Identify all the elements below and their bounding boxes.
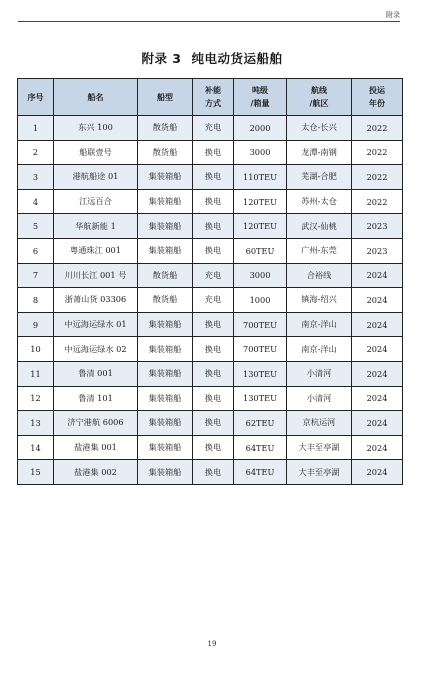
cell-col-serial: 9 [18,312,54,337]
table-row [18,189,403,214]
header-text: 补能 [205,86,221,95]
table-row [18,312,403,337]
cell-col-route: 大丰至亭湖 [287,435,352,460]
cell-col-energy-method: 充电 [193,288,234,313]
cell-col-tonnage: 1000 [234,288,287,313]
cell-col-year: 2024 [352,460,403,485]
cell-col-route: 南京-洋山 [287,312,352,337]
cell-col-ship-type: 集装箱船 [138,411,193,436]
cell-col-serial: 3 [18,165,54,190]
page-number: 19 [207,640,217,648]
appendix-label: 附录 3 [141,51,182,66]
table-row [18,288,403,313]
cell-col-energy-method: 换电 [193,361,234,386]
cell-col-ship-name: 粤通珠江 001 [54,238,138,263]
table-row [18,116,403,141]
cell-col-route: 南京-洋山 [287,337,352,362]
cell-col-ship-type: 散货船 [138,263,193,288]
table-body [18,116,403,485]
header-text: /箱量 [250,99,270,108]
page-title [0,49,424,67]
header-text: 船型 [157,92,173,102]
cell-col-ship-name: 浙萧山货 03306 [54,288,138,313]
header-row [18,79,403,116]
table-row [18,140,403,165]
table-row [18,337,403,362]
cell-col-ship-type: 集装箱船 [138,214,193,239]
cell-col-ship-type: 集装箱船 [138,386,193,411]
header-text: 船名 [87,92,104,102]
cell-col-energy-method: 换电 [193,238,234,263]
cell-col-energy-method: 换电 [193,140,234,165]
cell-col-serial: 11 [18,361,54,386]
table-row [18,361,403,386]
cell-col-route: 镇海-绍兴 [287,288,352,313]
cell-col-ship-name: 华航新能 1 [54,214,138,239]
header-col-serial [18,79,54,116]
cell-col-serial: 1 [18,116,54,141]
cell-col-year: 2022 [352,165,403,190]
cell-col-ship-name: 盐港集 001 [54,435,138,460]
header-text: 方式 [205,99,221,108]
cell-col-year: 2024 [352,263,403,288]
cell-col-ship-type: 集装箱船 [138,312,193,337]
cell-col-ship-type: 集装箱船 [138,238,193,263]
cell-col-energy-method: 换电 [193,165,234,190]
cell-col-route: 苏州-太仓 [287,189,352,214]
cell-col-energy-method: 换电 [193,386,234,411]
cell-col-energy-method: 换电 [193,411,234,436]
cell-col-serial: 8 [18,288,54,313]
header-col-year [352,79,403,116]
cell-col-year: 2022 [352,140,403,165]
cell-col-year: 2024 [352,386,403,411]
cell-col-ship-name: 江远百合 [54,189,138,214]
cell-col-ship-type: 散货船 [138,140,193,165]
cell-col-ship-name: 川川长江 001 号 [54,263,138,288]
cell-col-route: 芜湖-合肥 [287,165,352,190]
cell-col-ship-name: 盐港集 002 [54,460,138,485]
cell-col-energy-method: 换电 [193,337,234,362]
cell-col-year: 2024 [352,411,403,436]
header-col-route [287,79,352,116]
cell-col-tonnage: 120TEU [234,189,287,214]
cell-col-route: 小清河 [287,361,352,386]
cell-col-energy-method: 换电 [193,312,234,337]
cell-col-route: 京杭运河 [287,411,352,436]
cell-col-tonnage: 62TEU [234,411,287,436]
cell-col-year: 2023 [352,214,403,239]
cell-col-serial: 4 [18,189,54,214]
cell-col-ship-name: 鲁清 101 [54,386,138,411]
table-row [18,238,403,263]
cell-col-ship-name: 济宁港航 6006 [54,411,138,436]
cell-col-tonnage: 64TEU [234,435,287,460]
cell-col-ship-type: 集装箱船 [138,189,193,214]
cell-col-ship-name: 船联壹号 [54,140,138,165]
cell-col-serial: 15 [18,460,54,485]
header-col-tonnage [234,79,287,116]
header-text: 投运 [369,86,385,95]
cell-col-tonnage: 60TEU [234,238,287,263]
cell-col-tonnage: 120TEU [234,214,287,239]
cell-col-tonnage: 110TEU [234,165,287,190]
cell-col-year: 2024 [352,288,403,313]
cell-col-serial: 2 [18,140,54,165]
header-text: 序号 [27,92,44,102]
cell-col-year: 2024 [352,312,403,337]
table-row [18,411,403,436]
cell-col-route: 合裕线 [287,263,352,288]
header-rule [18,21,400,22]
electric-cargo-ship-table [17,78,403,485]
cell-col-route: 大丰至亭湖 [287,460,352,485]
cell-col-ship-type: 集装箱船 [138,361,193,386]
cell-col-route: 广州-东莞 [287,238,352,263]
cell-col-tonnage: 2000 [234,116,287,141]
cell-col-ship-name: 鲁清 001 [54,361,138,386]
cell-col-serial: 12 [18,386,54,411]
table-header [18,79,403,116]
cell-col-tonnage: 3000 [234,140,287,165]
cell-col-tonnage: 3000 [234,263,287,288]
cell-col-route: 龙潭-南钢 [287,140,352,165]
cell-col-tonnage: 700TEU [234,312,287,337]
header-text: 吨级 [252,86,268,95]
header-col-energy-method [193,79,234,116]
cell-col-tonnage: 130TEU [234,386,287,411]
table-row [18,214,403,239]
header-col-ship-type [138,79,193,116]
cell-col-serial: 6 [18,238,54,263]
cell-col-tonnage: 700TEU [234,337,287,362]
cell-col-serial: 13 [18,411,54,436]
cell-col-ship-type: 集装箱船 [138,460,193,485]
cell-col-year: 2024 [352,435,403,460]
table-row [18,435,403,460]
table-row [18,460,403,485]
cell-col-serial: 7 [18,263,54,288]
cell-col-year: 2022 [352,116,403,141]
cell-col-ship-type: 集装箱船 [138,337,193,362]
cell-col-ship-name: 中远海运绿水 01 [54,312,138,337]
cell-col-energy-method: 充电 [193,116,234,141]
cell-col-ship-name: 东兴 100 [54,116,138,141]
cell-col-ship-type: 散货船 [138,116,193,141]
cell-col-ship-name: 港航船途 01 [54,165,138,190]
header-col-ship-name [54,79,138,116]
cell-col-energy-method: 换电 [193,460,234,485]
cell-col-ship-type: 集装箱船 [138,165,193,190]
running-header: 附录 [386,11,400,19]
cell-col-energy-method: 换电 [193,189,234,214]
cell-col-ship-type: 集装箱船 [138,435,193,460]
header-text: /航区 [309,99,329,108]
cell-col-energy-method: 换电 [193,435,234,460]
cell-col-year: 2023 [352,238,403,263]
cell-col-ship-name: 中远海运绿水 02 [54,337,138,362]
appendix-title-text: 纯电动货运船舶 [191,51,283,66]
table-row [18,165,403,190]
cell-col-year: 2022 [352,189,403,214]
cell-col-serial: 14 [18,435,54,460]
table-row [18,263,403,288]
cell-col-tonnage: 130TEU [234,361,287,386]
cell-col-route: 武汉-仙桃 [287,214,352,239]
cell-col-route: 太仓-长兴 [287,116,352,141]
cell-col-route: 小清河 [287,386,352,411]
table-row [18,386,403,411]
header-text: 航线 [311,86,327,95]
cell-col-tonnage: 64TEU [234,460,287,485]
header-text: 年份 [369,99,385,108]
cell-col-serial: 5 [18,214,54,239]
cell-col-year: 2024 [352,361,403,386]
cell-col-energy-method: 换电 [193,214,234,239]
cell-col-energy-method: 充电 [193,263,234,288]
cell-col-ship-type: 散货船 [138,288,193,313]
cell-col-serial: 10 [18,337,54,362]
cell-col-year: 2024 [352,337,403,362]
